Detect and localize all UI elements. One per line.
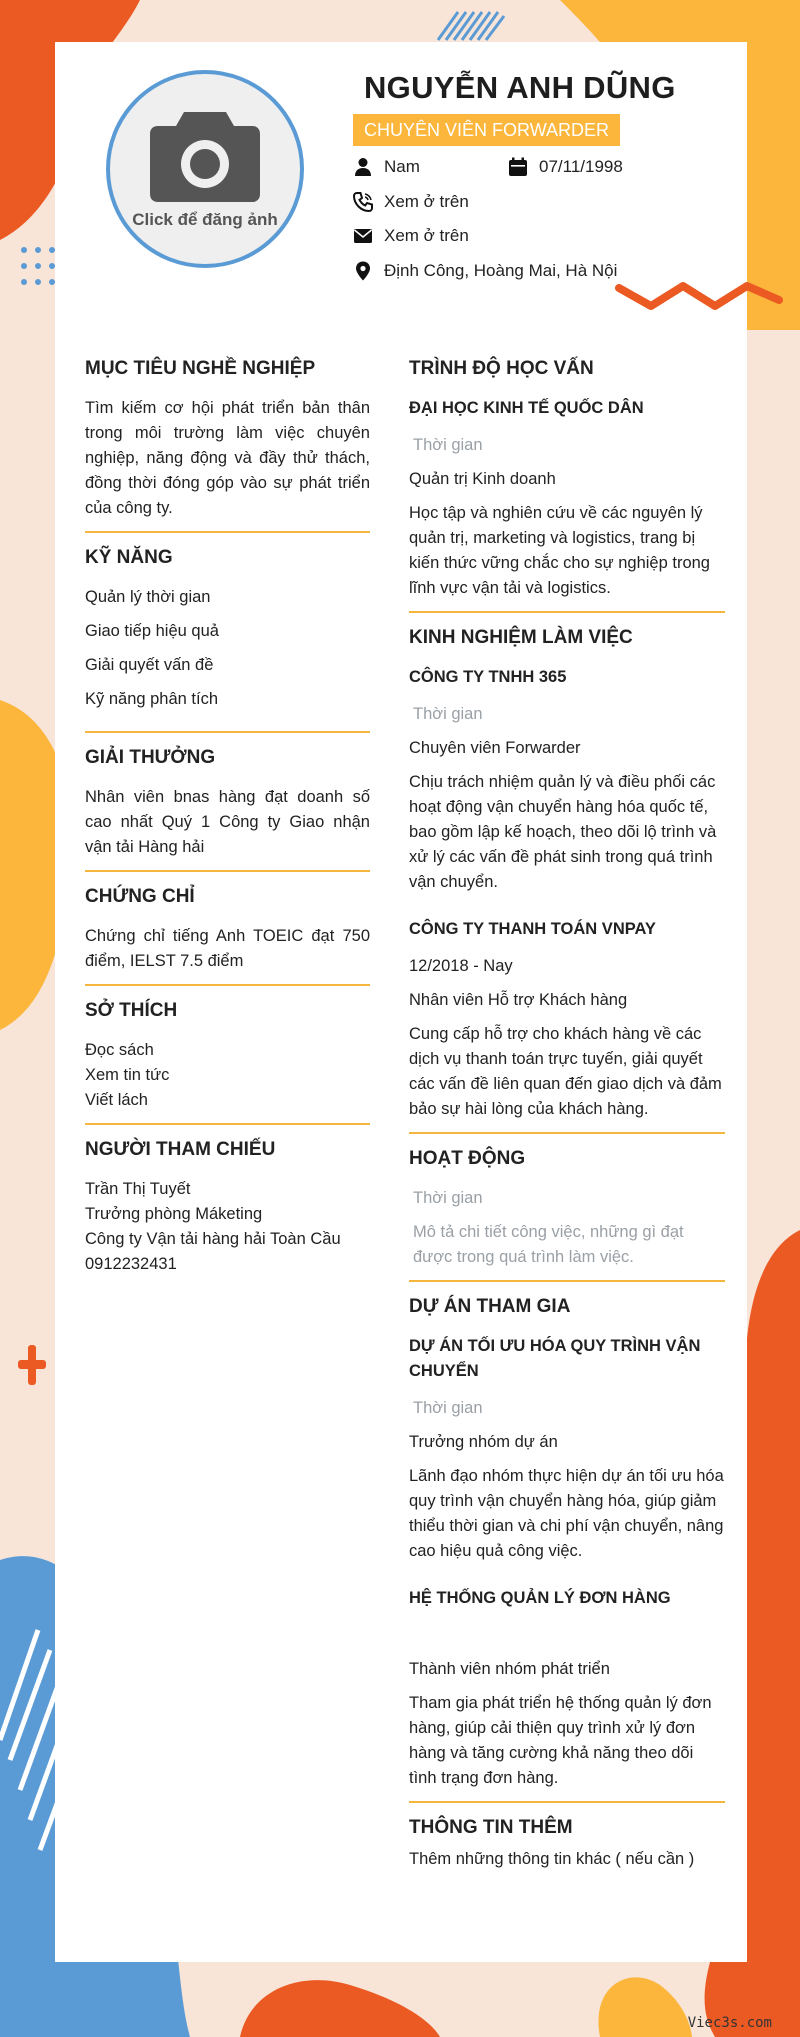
job-role: Chuyên viên Forwarder bbox=[409, 739, 581, 757]
objective-section bbox=[85, 358, 370, 533]
skill-item: Giải quyết vấn đề bbox=[85, 656, 214, 674]
project-entry bbox=[409, 1586, 725, 1791]
skill-item: Quản lý thời gian bbox=[85, 588, 211, 606]
section-title: KINH NGHIỆM LÀM VIỆC bbox=[409, 627, 633, 648]
project-name: DỰ ÁN TỐI ƯU HÓA QUY TRÌNH VẬN CHUYỂN bbox=[409, 1337, 701, 1380]
skill-item: Kỹ năng phân tích bbox=[85, 690, 219, 708]
gender-value: Nam bbox=[384, 157, 420, 176]
orange-plus bbox=[18, 1345, 46, 1385]
hobbies-section bbox=[85, 1000, 370, 1125]
education-time: Thời gian bbox=[413, 436, 483, 454]
phone-icon bbox=[353, 192, 373, 212]
section-title: MỤC TIÊU NGHỀ NGHIỆP bbox=[85, 358, 316, 379]
address-row bbox=[353, 261, 617, 281]
education-major: Quản trị Kinh doanh bbox=[409, 470, 556, 488]
job-desc: Cung cấp hỗ trợ cho khách hàng về các dịch vụ thanh toán trực tuyến, giải quyết các vấn đề liên quan đến giao dịch và đảm bảo sự hài lòng của khách hàng. bbox=[409, 1025, 722, 1118]
orange-blob-bottom-mid bbox=[240, 1980, 440, 2037]
company-name: CÔNG TY TNHH 365 bbox=[409, 668, 567, 686]
section-title: KỸ NĂNG bbox=[85, 547, 173, 568]
education-desc: Học tập và nghiên cứu về các nguyên lý quản trị, marketing và logistics, trang bị kiến thức vững chắc cho sự nghiệp trong lĩnh vực vận tải và logistics. bbox=[409, 504, 710, 597]
company-name: CÔNG TY THANH TOÁN VNPAY bbox=[409, 920, 656, 938]
extra-info-text: Thêm những thông tin khác ( nếu cần ) bbox=[409, 1850, 695, 1868]
job-role: Nhân viên Hỗ trợ Khách hàng bbox=[409, 991, 628, 1009]
activity-desc: Mô tả chi tiết công việc, những gì đạt được trong quá trình làm việc. bbox=[413, 1223, 684, 1266]
awards-section bbox=[85, 747, 370, 872]
job-desc: Chịu trách nhiệm quản lý và điều phối các hoạt động vận chuyển hàng hóa quốc tế, bao gồm lập kế hoạch, theo dõi lộ trình và xử lý các vấn đề phát sinh trong quá trình vận chuyển. bbox=[409, 773, 717, 891]
section-title: SỞ THÍCH bbox=[85, 1000, 178, 1021]
birthday-value: 07/11/1998 bbox=[539, 157, 623, 176]
reference-line: 0912232431 bbox=[85, 1255, 177, 1273]
section-title: NGƯỜI THAM CHIẾU bbox=[85, 1139, 276, 1160]
phone-row bbox=[353, 192, 469, 212]
project-entry bbox=[409, 1334, 725, 1564]
project-desc: Tham gia phát triển hệ thống quản lý đơn hàng, giúp cải thiện quy trình xử lý đơn hàng và tăng cường khả năng theo dõi tình trạng đơn hàng. bbox=[409, 1694, 712, 1787]
zigzag-decoration bbox=[615, 278, 785, 318]
person-icon bbox=[353, 157, 373, 177]
job-entry bbox=[409, 665, 725, 895]
reference-line: Trần Thị Tuyết bbox=[85, 1180, 191, 1198]
activity-time: Thời gian bbox=[413, 1189, 483, 1207]
project-desc: Lãnh đạo nhóm thực hiện dự án tối ưu hóa quy trình vận chuyển hàng hóa, giúp giảm thiểu thời gian và chi phí vận chuyển, nâng cao hiệu quả công việc. bbox=[409, 1467, 724, 1560]
email-value: Xem ở trên bbox=[384, 226, 469, 245]
gender-row bbox=[353, 157, 420, 177]
section-title: THÔNG TIN THÊM bbox=[409, 1817, 573, 1838]
projects-section bbox=[409, 1296, 725, 1803]
objective-text: Tìm kiếm cơ hội phát triển bản thân trong môi trường làm việc chuyên nghiệp, năng động và đầy thử thách, đồng thời đóng góp vào sự phát triển của công ty. bbox=[85, 399, 370, 517]
education-section bbox=[409, 358, 725, 613]
candidate-name: NGUYỄN ANH DŨNG bbox=[364, 70, 676, 105]
section-title: CHỨNG CHỈ bbox=[85, 886, 195, 907]
activities-section bbox=[409, 1148, 725, 1282]
job-time: Thời gian bbox=[413, 705, 483, 723]
email-row bbox=[353, 226, 469, 246]
skills-section bbox=[85, 547, 370, 733]
phone-value: Xem ở trên bbox=[384, 192, 469, 211]
yellow-blob-bottom-mid bbox=[598, 1977, 692, 2037]
project-role: Thành viên nhóm phát triển bbox=[409, 1660, 610, 1678]
photo-upload-label: Click để đăng ảnh bbox=[132, 210, 278, 229]
certificates-text: Chứng chỉ tiếng Anh TOEIC đạt 750 điểm, IELST 7.5 điểm bbox=[85, 927, 370, 970]
hobby-item: Xem tin tức bbox=[85, 1066, 170, 1084]
job-title-badge: CHUYÊN VIÊN FORWARDER bbox=[353, 114, 620, 146]
school-name: ĐẠI HỌC KINH TẾ QUỐC DÂN bbox=[409, 399, 644, 417]
address-value: Định Công, Hoàng Mai, Hà Nội bbox=[384, 261, 618, 280]
left-column bbox=[85, 350, 370, 1301]
project-name: HỆ THỐNG QUẢN LÝ ĐƠN HÀNG bbox=[409, 1589, 671, 1607]
reference-line: Công ty Vận tải hàng hải Toàn Cầu bbox=[85, 1230, 341, 1248]
project-time bbox=[409, 1623, 725, 1647]
references-section bbox=[85, 1139, 370, 1287]
envelope-icon bbox=[353, 226, 373, 246]
hobby-item: Đọc sách bbox=[85, 1041, 154, 1059]
hobby-item: Viết lách bbox=[85, 1091, 148, 1109]
right-column bbox=[409, 350, 725, 1896]
certificates-section bbox=[85, 886, 370, 986]
project-role: Trưởng nhóm dự án bbox=[409, 1433, 558, 1451]
section-title: HOẠT ĐỘNG bbox=[409, 1148, 526, 1169]
section-title: GIẢI THƯỞNG bbox=[85, 747, 216, 768]
striped-half-circle bbox=[438, 12, 504, 40]
job-time: 12/2018 - Nay bbox=[409, 957, 513, 975]
calendar-icon bbox=[508, 157, 528, 177]
birthday-row bbox=[508, 157, 623, 177]
reference-line: Trưởng phòng Máketing bbox=[85, 1205, 263, 1223]
camera-icon bbox=[148, 108, 262, 204]
skill-item: Giao tiếp hiệu quả bbox=[85, 622, 219, 640]
extra-info-section bbox=[409, 1817, 725, 1882]
awards-text: Nhân viên bnas hàng đạt doanh số cao nhất Quý 1 Công ty Giao nhận vận tải Hàng hải bbox=[85, 788, 370, 856]
section-title: TRÌNH ĐỘ HỌC VẤN bbox=[409, 358, 594, 379]
site-watermark: Viec3s.com bbox=[687, 2015, 772, 2031]
project-time: Thời gian bbox=[413, 1399, 483, 1417]
job-entry bbox=[409, 917, 725, 1122]
profile-photo-upload[interactable] bbox=[106, 70, 304, 268]
section-title: DỰ ÁN THAM GIA bbox=[409, 1296, 571, 1317]
map-pin-icon bbox=[353, 261, 373, 281]
experience-section bbox=[409, 627, 725, 1134]
